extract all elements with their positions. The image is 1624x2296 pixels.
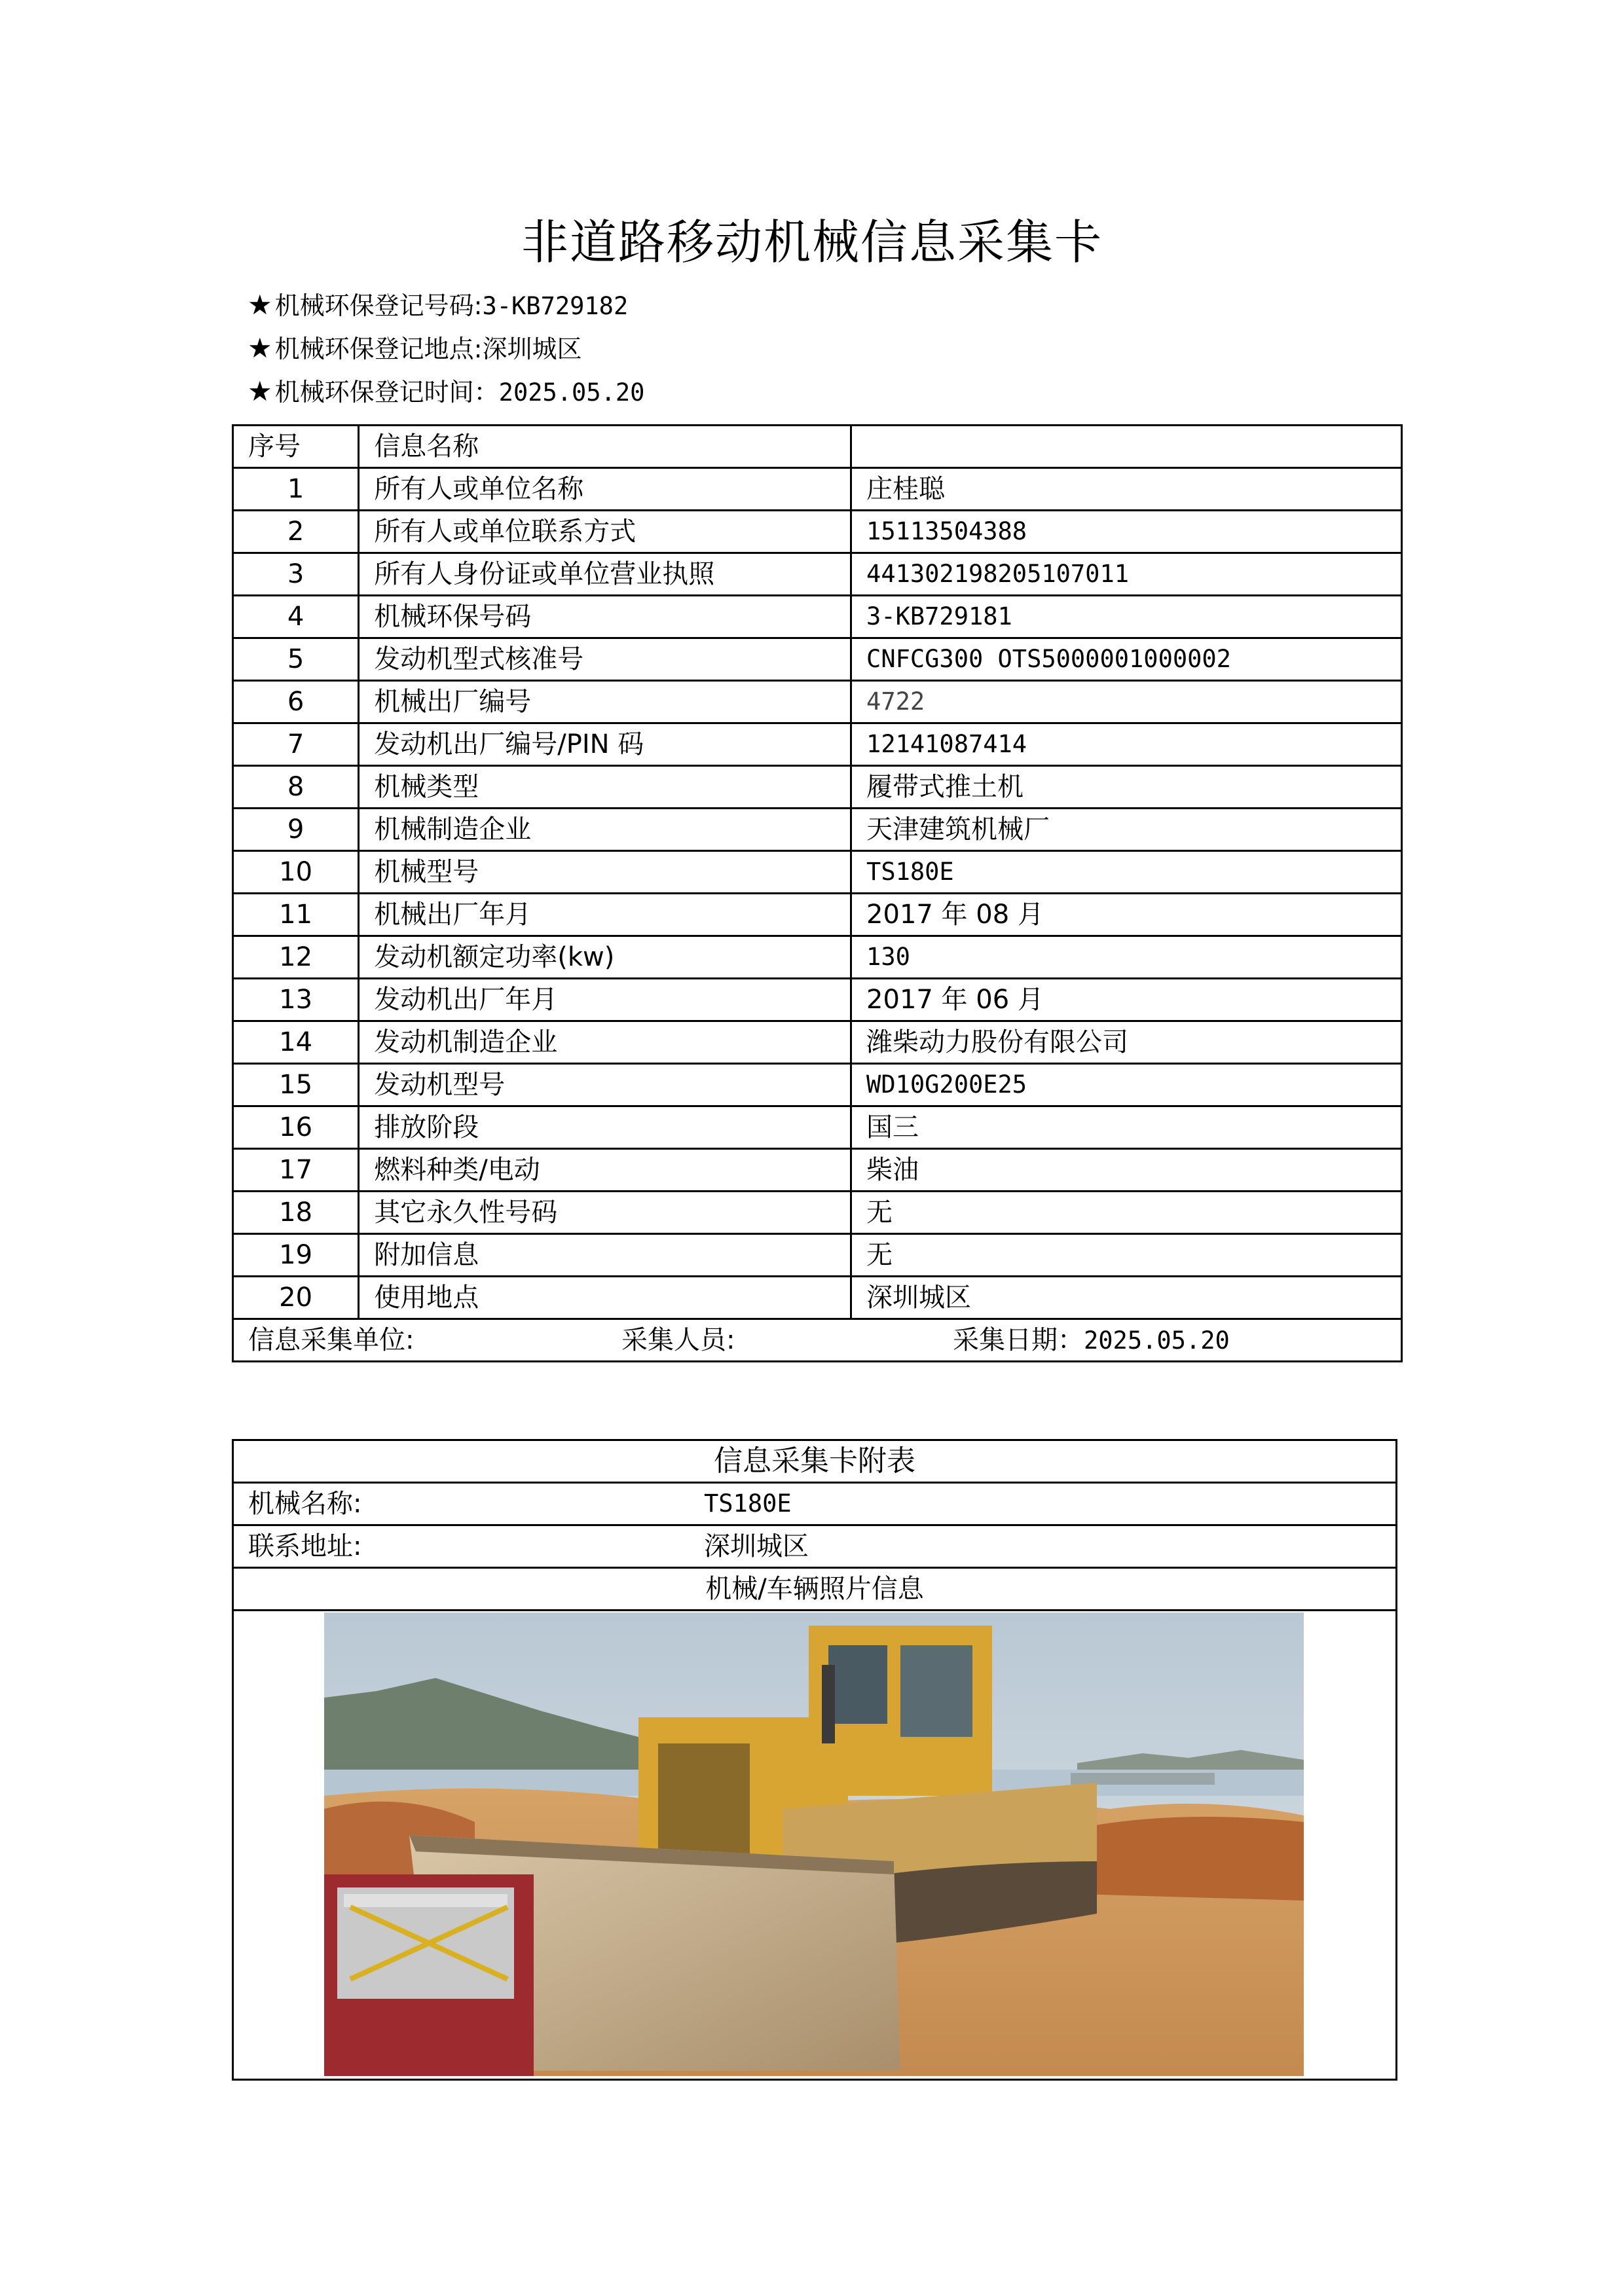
table-row [233, 979, 1402, 1021]
row-name: 燃料种类/电动 [359, 1149, 851, 1192]
cab-window-left [828, 1645, 887, 1724]
header-name: 信息名称 [359, 426, 851, 468]
bulldozer-photo [324, 1613, 1304, 2076]
row-no: 12 [233, 936, 359, 979]
row-value: 无 [851, 1192, 1402, 1234]
star-icon: ★ [248, 375, 272, 407]
collection-info [233, 1319, 1402, 1362]
row-name: 机械制造企业 [359, 809, 851, 851]
machine-name-label: 机械名称: [233, 1483, 698, 1525]
registration-place-label: 机械环保登记地点: [274, 335, 483, 363]
address-label: 联系地址: [233, 1525, 698, 1568]
row-value: 柴油 [851, 1149, 1402, 1192]
row-no: 14 [233, 1021, 359, 1064]
row-name: 其它永久性号码 [359, 1192, 851, 1234]
soil-pile [1077, 1817, 1304, 1901]
registration-time-line [248, 372, 644, 412]
row-name: 机械出厂年月 [359, 894, 851, 936]
star-icon: ★ [248, 332, 272, 364]
row-name: 机械类型 [359, 766, 851, 809]
row-no: 7 [233, 723, 359, 766]
header-value [851, 426, 1402, 468]
table-row [233, 1234, 1402, 1277]
row-value: WD10G200E25 [851, 1064, 1402, 1106]
appendix-title-row [233, 1440, 1397, 1483]
row-value: 庄桂聪 [851, 468, 1402, 511]
row-name: 发动机型号 [359, 1064, 851, 1106]
row-value: 12141087414 [851, 723, 1402, 766]
row-name: 发动机额定功率(kw) [359, 936, 851, 979]
table-row [233, 894, 1402, 936]
row-value: 天津建筑机械厂 [851, 809, 1402, 851]
table-row [233, 809, 1402, 851]
collection-date [953, 1320, 1230, 1361]
registration-place-line [248, 329, 581, 369]
row-no: 11 [233, 894, 359, 936]
row-name: 使用地点 [359, 1277, 851, 1319]
registration-number-label: 机械环保登记号码: [274, 291, 483, 320]
row-no: 9 [233, 809, 359, 851]
row-no: 19 [233, 1234, 359, 1277]
row-no: 4 [233, 596, 359, 638]
collection-date-value: 2025.05.20 [1084, 1326, 1230, 1355]
row-no: 6 [233, 681, 359, 723]
row-no: 3 [233, 553, 359, 596]
table-row [233, 1277, 1402, 1319]
row-value: 深圳城区 [851, 1277, 1402, 1319]
table-row [233, 1021, 1402, 1064]
row-no: 5 [233, 638, 359, 681]
row-no: 20 [233, 1277, 359, 1319]
collector-label: 采集人员: [621, 1325, 735, 1355]
row-name: 机械出厂编号 [359, 681, 851, 723]
row-value: 15113504388 [851, 511, 1402, 553]
table-footer-row [233, 1319, 1402, 1362]
page-title: 非道路移动机械信息采集卡 [521, 215, 1103, 270]
row-value: CNFCG300 OTS5000001000002 [851, 638, 1402, 681]
box-lid [344, 1894, 507, 1907]
appendix-photo-row [233, 1611, 1397, 2080]
row-value: 4722 [851, 681, 1402, 723]
cab-window-right [900, 1645, 972, 1737]
table-row [233, 638, 1402, 681]
row-value: 国三 [851, 1106, 1402, 1149]
machine-name-value: TS180E [697, 1483, 1397, 1525]
table-row [233, 766, 1402, 809]
star-icon: ★ [248, 289, 272, 321]
row-value: 潍柴动力股份有限公司 [851, 1021, 1402, 1064]
row-name: 机械型号 [359, 851, 851, 894]
row-value: 2017 年 08 月 [851, 894, 1402, 936]
table-row [233, 1149, 1402, 1192]
appendix-row [233, 1568, 1397, 1611]
registration-number-line [248, 285, 628, 326]
row-no: 8 [233, 766, 359, 809]
row-no: 1 [233, 468, 359, 511]
table-row [233, 468, 1402, 511]
table-row [233, 1192, 1402, 1234]
photo-caption: 机械/车辆照片信息 [233, 1568, 1397, 1611]
row-no: 17 [233, 1149, 359, 1192]
collection-unit-label: 信息采集单位: [248, 1325, 415, 1355]
address-value: 深圳城区 [697, 1525, 1397, 1568]
row-name: 所有人或单位名称 [359, 468, 851, 511]
table-row [233, 596, 1402, 638]
table-row [233, 511, 1402, 553]
bridge [1071, 1773, 1215, 1785]
table-row [233, 1106, 1402, 1149]
table-row [233, 936, 1402, 979]
row-value: 2017 年 06 月 [851, 979, 1402, 1021]
row-name: 发动机型式核准号 [359, 638, 851, 681]
row-name: 附加信息 [359, 1234, 851, 1277]
appendix-table [232, 1439, 1397, 2081]
row-name: 发动机制造企业 [359, 1021, 851, 1064]
table-row [233, 553, 1402, 596]
table-row [233, 681, 1402, 723]
row-name: 发动机出厂年月 [359, 979, 851, 1021]
appendix-title: 信息采集卡附表 [233, 1440, 1397, 1483]
row-no: 10 [233, 851, 359, 894]
row-value: 无 [851, 1234, 1402, 1277]
row-no: 13 [233, 979, 359, 1021]
header-no: 序号 [233, 426, 359, 468]
row-name: 排放阶段 [359, 1106, 851, 1149]
appendix-row [233, 1483, 1397, 1525]
photo-cell [233, 1611, 1397, 2080]
row-no: 2 [233, 511, 359, 553]
table-row [233, 723, 1402, 766]
table-row [233, 1064, 1402, 1106]
row-name: 所有人或单位联系方式 [359, 511, 851, 553]
table-row [233, 851, 1402, 894]
registration-place-value: 深圳城区 [482, 335, 582, 363]
registration-time-label: 机械环保登记时间： [274, 378, 499, 407]
row-name: 所有人身份证或单位营业执照 [359, 553, 851, 596]
row-value: 3-KB729181 [851, 596, 1402, 638]
row-no: 15 [233, 1064, 359, 1106]
registration-number-value: 3-KB729182 [482, 292, 629, 320]
row-value: 履带式推土机 [851, 766, 1402, 809]
row-name: 发动机出厂编号/PIN 码 [359, 723, 851, 766]
row-value: 441302198205107011 [851, 553, 1402, 596]
row-no: 16 [233, 1106, 359, 1149]
row-no: 18 [233, 1192, 359, 1234]
exhaust-pipe [822, 1665, 835, 1743]
row-name: 机械环保号码 [359, 596, 851, 638]
row-value: 130 [851, 936, 1402, 979]
table-header-row [233, 426, 1402, 468]
registration-time-value: 2025.05.20 [498, 378, 645, 407]
row-value: TS180E [851, 851, 1402, 894]
appendix-row [233, 1525, 1397, 1568]
info-table [232, 424, 1403, 1362]
collection-date-label: 采集日期： [953, 1325, 1084, 1355]
radiator-grille [658, 1743, 750, 1861]
